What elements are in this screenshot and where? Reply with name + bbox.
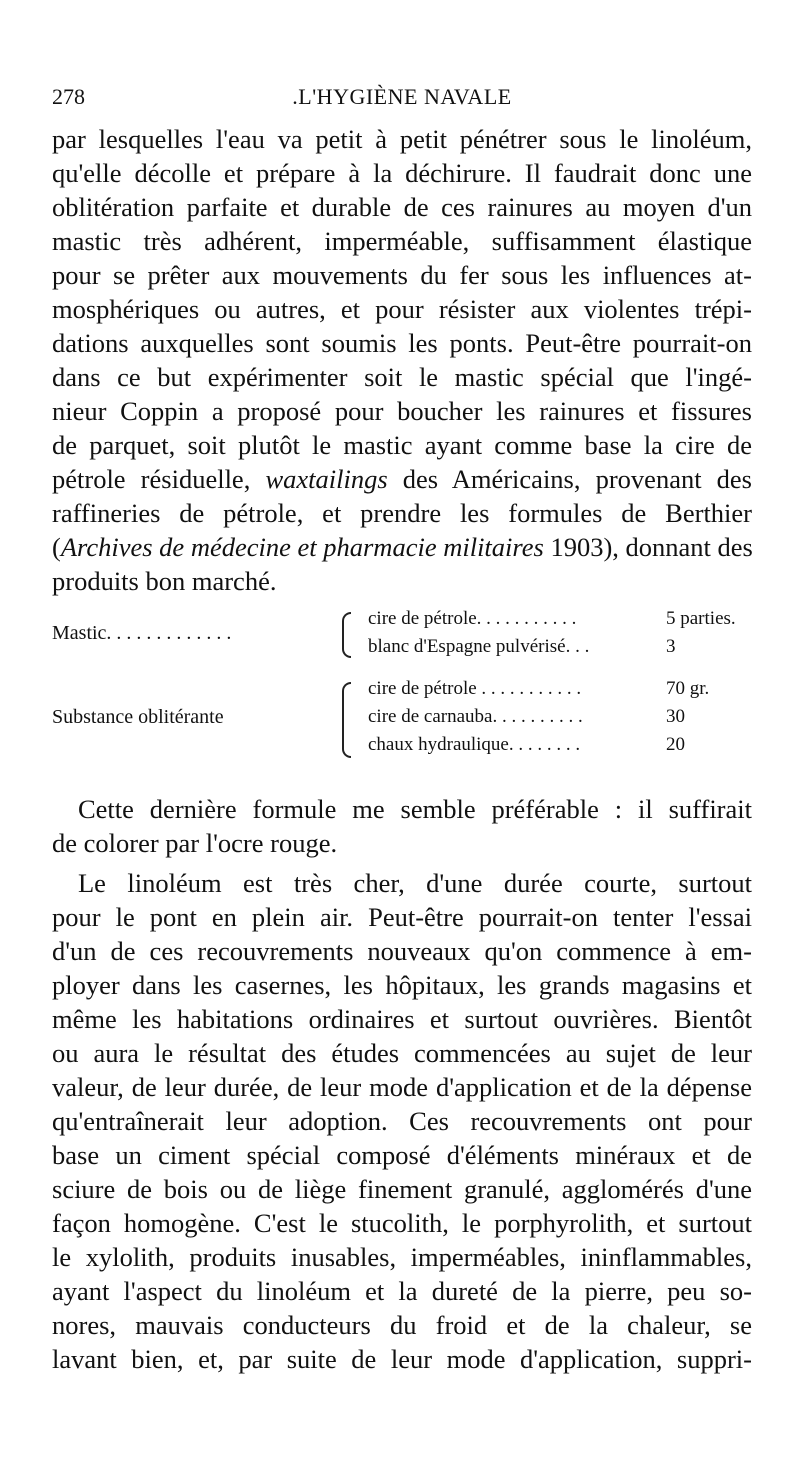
text-line: façon homogène. C'est le stucolith, le porphyrolith, et surtout [52,1208,752,1238]
text-segment: des Américains, provenant des [387,464,752,494]
text-line [52,464,752,494]
recipe-ingredient: cire de pétrole . . . . . . . . . . . [368,678,582,699]
brace-mark [342,682,351,758]
italic-term: waxtailings [265,464,388,494]
text-line: de parquet, soit plutôt le mastic ayant comme base la cire de [52,430,752,460]
text-line: Le linoléum est très cher, d'une durée courte, surtout [78,868,752,898]
text-line: nieur Coppin a proposé pour boucher les rainures et fissures [52,396,752,426]
text-line: ou aura le résultat des études commencées au sujet de leur [52,1038,752,1068]
text-line: qu'entraînerait leur adoption. Ces recouvrements ont pour [52,1106,752,1136]
text-segment: pétrole résiduelle, [52,464,266,494]
recipe-ingredient: cire de carnauba. . . . . . . . . . [368,706,583,727]
text-line: lavant bien, et, par suite de leur mode d'application, suppri- [52,1344,752,1374]
text-line: ployer dans les casernes, les hôpitaux, les grands magasins et [52,970,752,1000]
text-line [52,532,752,562]
recipe-quantity: 30 [666,706,685,727]
text-line: par lesquelles l'eau va petit à petit pénétrer sous le linoléum, [52,124,752,154]
text-segment: 1903), donnant des [543,532,753,562]
text-line: d'un de ces recouvrements nouveaux qu'on commence à em- [52,936,752,966]
italic-citation: Archives de médecine et pharmacie militaires [60,532,544,562]
text-line: produits bon marché. [52,566,277,596]
text-line: nores, mauvais conducteurs du froid et de la chaleur, se [52,1310,752,1340]
recipe-quantity: 5 parties. [666,608,736,629]
text-line: mastic très adhérent, imperméable, suffisamment élastique [52,226,752,256]
text-line: pour se prêter aux mouvements du fer sous les influences at- [52,260,752,290]
text-line: mosphériques ou autres, et pour résister aux violentes trépi- [52,294,752,324]
text-line: dations auxquelles sont soumis les ponts. Peut-être pourrait-on [52,328,752,358]
text-line: base un ciment spécial composé d'éléments minéraux et de [52,1140,752,1170]
recipe-label: Mastic. . . . . . . . . . . . . [52,622,232,644]
text-line: le xylolith, produits inusables, imperméables, ininflammables, [52,1242,752,1272]
text-line: ayant l'aspect du linoléum et la dureté de la pierre, peu so- [52,1276,752,1306]
text-line: Cette dernière formule me semble préférable : il suffirait [78,794,752,824]
text-line: de colorer par l'ocre rouge. [52,828,338,858]
running-title: .L'HYGIÈNE NAVALE [292,84,512,109]
recipe-substance [52,678,772,762]
text-line: même les habitations ordinaires et surtout ouvrières. Bientôt [52,1004,752,1034]
page-number: 278 [52,84,85,109]
recipe-quantity: 3 [666,636,676,657]
recipe-quantity: 20 [666,734,685,755]
brace-mark [342,612,351,658]
recipe-ingredient: cire de pétrole. . . . . . . . . . . [368,608,577,629]
recipe-mastic [52,608,772,664]
text-segment: ( [52,532,61,562]
text-line: valeur, de leur durée, de leur mode d'application et de la dépense [52,1072,752,1102]
recipe-quantity: 70 gr. [666,678,710,699]
text-line: pour le pont en plein air. Peut-être pourrait-on tenter l'essai [52,902,752,932]
text-line: oblitération parfaite et durable de ces rainures au moyen d'un [52,192,752,222]
text-line: raffineries de pétrole, et prendre les formules de Berthier [52,498,752,528]
text-line: dans ce but expérimenter soit le mastic spécial que l'ingé- [52,362,752,392]
text-line: qu'elle décolle et prépare à la déchirure. Il faudrait donc une [52,158,752,188]
recipe-ingredient: chaux hydraulique. . . . . . . . [368,734,581,755]
text-line: sciure de bois ou de liège finement granulé, agglomérés d'une [52,1174,752,1204]
recipe-label: Substance oblitérante [52,706,224,728]
recipe-ingredient: blanc d'Espagne pulvérisé. . . [368,636,590,657]
page-header [52,84,752,114]
